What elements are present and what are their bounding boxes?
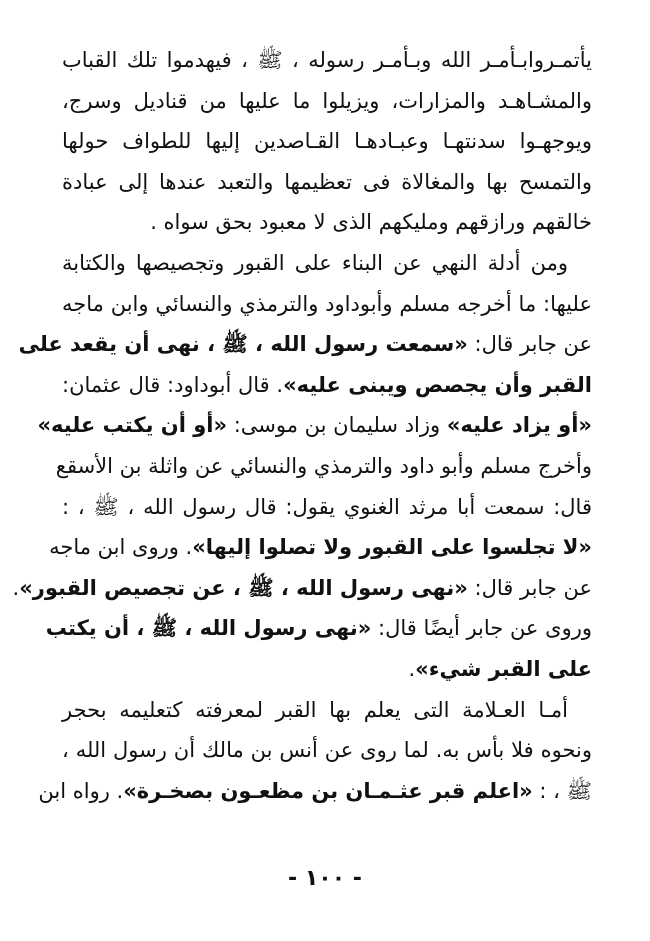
text-segment: قال: سمعت أبا مرثد الغنوي يقول: قال رسول الله ، ﷺ ، : xyxy=(62,494,592,519)
text-segment: والمشـاهـد والمزارات، ويزيلوا ما عليها من قناديل وسرج، xyxy=(62,88,592,113)
text-segment: عليها: ما أخرجه مسلم وأبوداود والترمذي والنسائي وابن ماجه xyxy=(62,291,592,316)
text-line xyxy=(12,568,592,608)
text-segment: . وروى ابن ماجه xyxy=(49,535,193,560)
hadith-quote: «أو أن يكتب عليه» xyxy=(37,413,228,438)
text-line xyxy=(49,527,592,567)
text-segment: وروى عن جابر أيضًا قال: xyxy=(371,616,592,641)
text-line xyxy=(62,202,592,242)
text-line xyxy=(37,405,592,445)
text-segment: وزاد سليمان بن موسى: xyxy=(227,413,447,438)
hadith-quote: «نهى رسول الله ، ﷺ ، أن يكتب xyxy=(45,616,372,641)
text-segment: . xyxy=(408,657,416,681)
hadith-quote: «أو يزاد عليه» xyxy=(446,413,592,438)
text-segment: ويوجهـوا سدنتهـا وعبـادهـا القـاصدين إليها للطواف حولها xyxy=(62,129,592,154)
text-line xyxy=(62,162,592,202)
text-line xyxy=(62,690,592,730)
text-segment: ومن أدلة النهي عن البناء على القبور وتجصيصها والكتابة xyxy=(62,251,568,275)
hadith-quote: «لا تجلسوا على القبور ولا تصلوا إليها» xyxy=(192,535,592,560)
text-segment: عن جابر قال: xyxy=(467,332,592,357)
page-number: - ١٠٠ - xyxy=(288,866,362,891)
text-line xyxy=(62,121,592,161)
text-line xyxy=(62,40,592,80)
hadith-quote: القبر وأن يجصص ويبنى عليه» xyxy=(283,372,592,397)
text-segment: وأخرج مسلم وأبو داود والترمذي والنسائي عن واثلة بن الأسقع xyxy=(55,454,592,478)
text-segment: والتمسح بها والمغالاة فى تعظيمها والتعبد عندها إلى عبادة xyxy=(62,169,592,194)
text-segment: ﷺ ، : xyxy=(532,778,592,803)
text-line xyxy=(62,365,592,405)
text-line xyxy=(62,243,592,283)
text-line xyxy=(18,324,592,364)
document-page xyxy=(12,40,592,860)
text-segment: عن جابر قال: xyxy=(467,575,592,600)
text-line xyxy=(62,284,592,324)
text-line xyxy=(38,771,592,811)
text-line xyxy=(62,487,592,527)
text-segment: . xyxy=(12,575,20,600)
text-segment: ونحوه فلا بأس به. لما روى عن أنس بن مالك أن رسول الله ، xyxy=(62,738,592,763)
text-segment: . رواه ابن xyxy=(38,778,124,803)
hadith-quote: «اعلم قبر عثـمـان بن مظعـون بصخـرة» xyxy=(123,778,533,803)
text-line xyxy=(45,608,592,648)
text-line xyxy=(62,81,592,121)
hadith-quote: «نهى رسول الله ، ﷺ ، عن تجصيص القبور» xyxy=(19,575,468,600)
text-line xyxy=(55,446,592,486)
text-segment: يأتمـروابـأمـر الله وبـأمـر رسوله ، ﷺ ، فيهدموا تلك القباب xyxy=(62,48,592,72)
text-line xyxy=(62,730,592,770)
text-line xyxy=(62,649,592,689)
hadith-quote: «سمعت رسول الله ، ﷺ ، نهى أن يقعد على xyxy=(18,332,468,357)
text-segment: . قال أبوداود: قال عثمان: xyxy=(62,372,284,397)
text-segment: خالقهم ورازقهم ومليكهم الذى لا معبود بحق سواه . xyxy=(150,210,592,235)
hadith-quote: على القبر شيء» xyxy=(415,657,592,681)
text-segment: أمـا العـلامة التى يعلم بها القبر لمعرفته كتعليمه بحجر xyxy=(62,697,568,722)
